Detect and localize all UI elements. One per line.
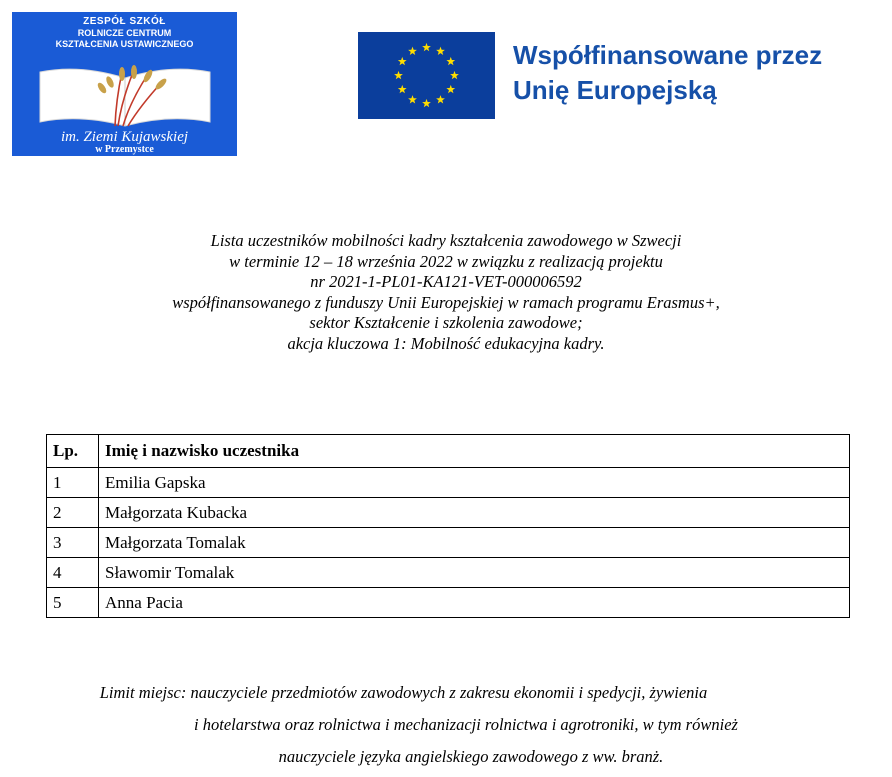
school-logo-line1: ZESPÓŁ SZKÓŁ <box>83 16 166 27</box>
star-icon <box>422 99 431 107</box>
school-logo-patron: im. Ziemi Kujawskiej <box>60 129 189 145</box>
star-icon <box>436 47 445 55</box>
row-number: 1 <box>47 468 99 498</box>
table-row <box>47 558 850 588</box>
table-row <box>47 468 850 498</box>
row-participant-name: Małgorzata Tomalak <box>99 528 850 558</box>
star-icon <box>394 71 403 79</box>
intro-line: nr 2021-1-PL01-KA121-VET-000006592 <box>310 272 582 291</box>
limit-paragraph <box>40 677 852 773</box>
eu-flag-icon <box>358 32 495 119</box>
header-name: Imię i nazwisko uczestnika <box>99 435 850 468</box>
intro-line: w terminie 12 – 18 września 2022 w związku z realizacją projektu <box>229 251 663 271</box>
book-wheat-icon <box>30 64 220 128</box>
row-participant-name: Sławomir Tomalak <box>99 558 850 588</box>
limit-line: Limit miejsc: nauczyciele przedmiotów zawodowych z zakresu ekonomii i spedycji, żywienia <box>99 683 708 702</box>
star-icon <box>446 57 455 65</box>
row-participant-name: Anna Pacia <box>99 588 850 618</box>
school-logo-location: w Przemystce <box>95 144 154 155</box>
table-row <box>47 528 850 558</box>
row-number: 2 <box>47 498 99 528</box>
star-icon <box>422 43 431 51</box>
row-number: 4 <box>47 558 99 588</box>
header-lp: Lp. <box>47 435 99 468</box>
school-logo <box>12 12 237 156</box>
eu-cofinanced-label <box>513 38 822 108</box>
table-row <box>47 498 850 528</box>
school-logo-line2: ROLNICZE CENTRUM <box>77 28 172 38</box>
limit-line: nauczyciele języka angielskiego zawodowego z ww. branż. <box>278 747 664 766</box>
star-icon <box>398 85 407 93</box>
table-header-row <box>47 435 850 468</box>
row-number: 3 <box>47 528 99 558</box>
star-icon <box>436 95 445 103</box>
star-icon <box>446 85 455 93</box>
row-number: 5 <box>47 588 99 618</box>
school-logo-line3: KSZTAŁCENIA USTAWICZNEGO <box>55 39 194 49</box>
intro-line: akcja kluczowa 1: Mobilność edukacyjna kadry. <box>287 333 605 353</box>
eu-stars <box>358 32 495 119</box>
star-icon <box>398 57 407 65</box>
star-icon <box>408 47 417 55</box>
limit-line: i hotelarstwa oraz rolnictwa i mechanizacji rolnictwa i agrotroniki, w tym również <box>194 715 738 734</box>
eu-text-line1: Współfinansowane przez <box>513 40 823 70</box>
star-icon <box>408 95 417 103</box>
star-icon <box>450 71 459 79</box>
intro-line: współfinansowanego z funduszy Unii Europejskiej w ramach programu Erasmus+, <box>172 292 720 312</box>
intro-line: Lista uczestników mobilności kadry kształcenia zawodowego w Szwecji <box>210 231 682 250</box>
intro-line: sektor Kształcenie i szkolenia zawodowe; <box>309 313 583 332</box>
participants-table <box>46 434 850 618</box>
table-row <box>47 588 850 618</box>
eu-text-line2: Unię Europejską <box>513 75 717 105</box>
row-participant-name: Małgorzata Kubacka <box>99 498 850 528</box>
intro-paragraph <box>40 231 852 354</box>
row-participant-name: Emilia Gapska <box>99 468 850 498</box>
